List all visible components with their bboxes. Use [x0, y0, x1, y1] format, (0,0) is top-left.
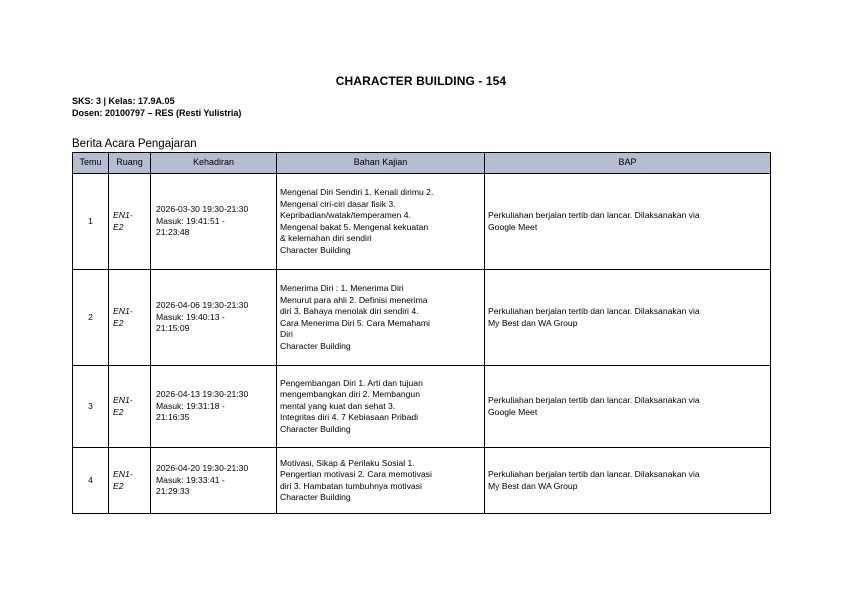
cell-ruang: EN1- E2	[109, 174, 151, 270]
table-row	[73, 366, 771, 448]
cell-bahan-kajian: Pengembangan Diri 1. Arti dan tujuan mengembangkan diri 2. Membangun mental yang kuat dan sehat 3. Integritas diri 4. 7 Kebiasaan Pribadi Character Building	[277, 366, 485, 448]
cell-ruang: EN1- E2	[109, 366, 151, 448]
cell-bahan-kajian: Mengenal Diri Sendiri 1. Kenali dirimu 2. Mengenal ciri-ciri dasar fisik 3. Kepribadian/watak/temperamen 4. Mengenal bakat 5. Mengenal kekuatan & kelemahan diri sendiri Character Building	[277, 174, 485, 270]
cell-ruang: EN1- E2	[109, 448, 151, 514]
lecturer-line: Dosen: 20100797 – RES (Resti Yulistria)	[72, 108, 242, 118]
cell-bap: Perkuliahan berjalan tertib dan lancar. Dilaksanakan via My Best dan WA Group	[485, 270, 771, 366]
cell-kehadiran: 2026-03-30 19:30-21:30 Masuk: 19:41:51 - 21:23:48	[151, 174, 277, 270]
table-header-row	[73, 153, 771, 174]
header-bap: BAP	[485, 153, 771, 174]
cell-temu: 3	[73, 366, 109, 448]
cell-bap: Perkuliahan berjalan tertib dan lancar. Dilaksanakan via Google Meet	[485, 366, 771, 448]
course-meta	[72, 95, 241, 119]
header-temu: Temu	[73, 153, 109, 174]
cell-kehadiran: 2026-04-06 19:30-21:30 Masuk: 19:40:13 - 21:15:09	[151, 270, 277, 366]
document-title: CHARACTER BUILDING - 154	[335, 74, 507, 88]
table-row	[73, 174, 771, 270]
cell-bap: Perkuliahan berjalan tertib dan lancar. Dilaksanakan via My Best dan WA Group	[485, 448, 771, 514]
cell-ruang: EN1- E2	[109, 270, 151, 366]
teaching-record-table	[72, 152, 771, 514]
table-row	[73, 448, 771, 514]
header-kehadiran: Kehadiran	[151, 153, 277, 174]
section-title: Berita Acara Pengajaran	[72, 138, 197, 150]
cell-temu: 2	[73, 270, 109, 366]
cell-kehadiran: 2026-04-13 19:30-21:30 Masuk: 19:31:18 - 21:16:35	[151, 366, 277, 448]
cell-temu: 1	[73, 174, 109, 270]
cell-temu: 4	[73, 448, 109, 514]
header-bahan-kajian: Bahan Kajian	[277, 153, 485, 174]
cell-kehadiran: 2026-04-20 19:30-21:30 Masuk: 19:33:41 - 21:29:33	[151, 448, 277, 514]
cell-bap: Perkuliahan berjalan tertib dan lancar. Dilaksanakan via Google Meet	[485, 174, 771, 270]
table-row	[73, 270, 771, 366]
header-ruang: Ruang	[109, 153, 151, 174]
cell-bahan-kajian: Motivasi, Sikap & Perilaku Sosial 1. Pengertian motivasi 2. Cara memotivasi diri 3. Hambatan tumbuhnya motivasi Character Building	[277, 448, 485, 514]
sks-class-line: SKS: 3 | Kelas: 17.9A.05	[72, 96, 175, 106]
cell-bahan-kajian: Menerima Diri : 1. Menerima Diri Menurut para ahli 2. Definisi menerima diri 3. Bahaya menolak diri sendiri 4. Cara Menerima Diri 5. Cara Memahami Diri Character Building	[277, 270, 485, 366]
